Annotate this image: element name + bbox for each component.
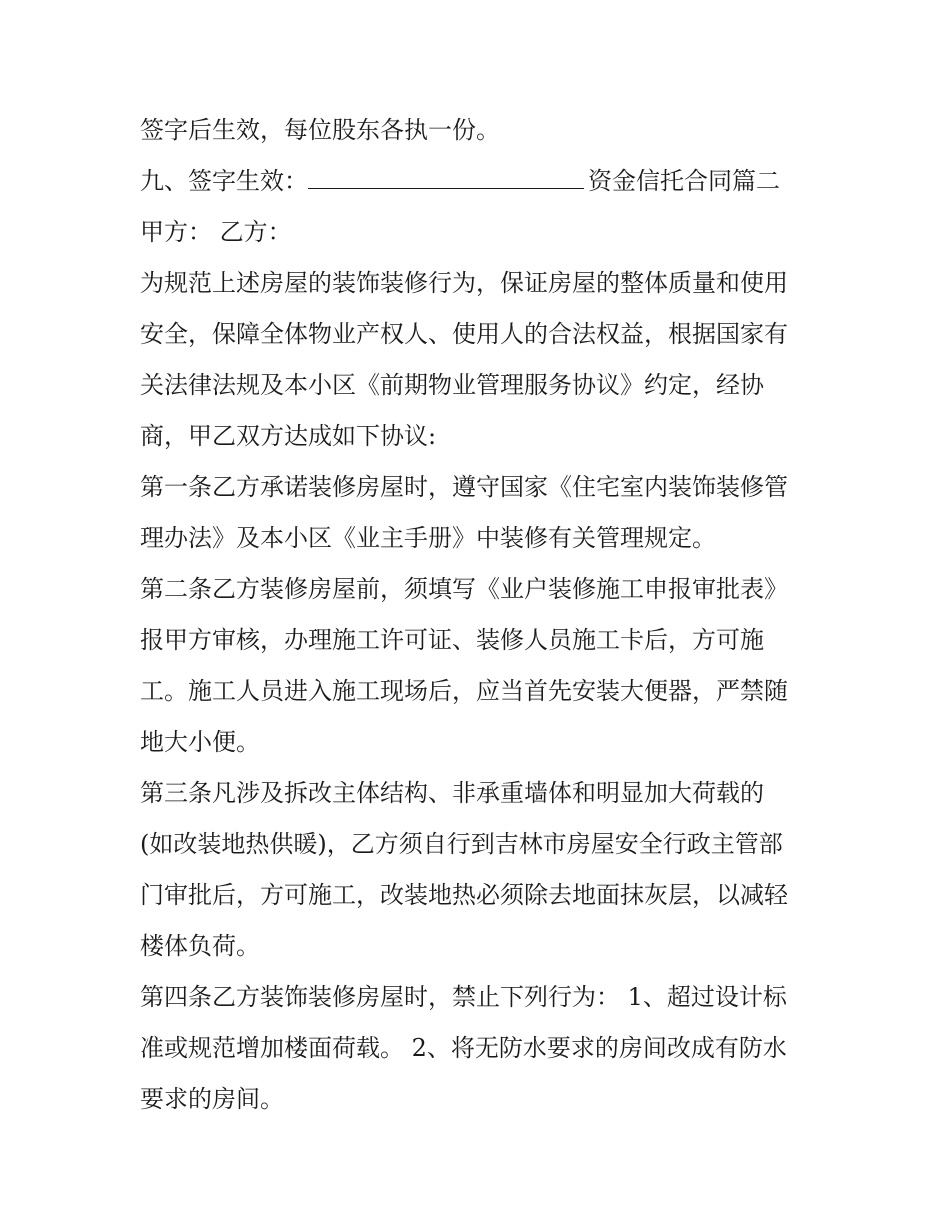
- text-line: [140, 822, 820, 873]
- text-line: [140, 771, 820, 822]
- section-heading: 资金信托合同篇二: [588, 167, 780, 195]
- text-span: 九、签字生效：: [140, 167, 308, 195]
- text-line: [140, 975, 820, 1026]
- text-span: 门审批后，方可施工，改装地热必须除去地面抹灰层，以减轻: [140, 881, 788, 909]
- text-span: 要求的房间。: [140, 1085, 284, 1113]
- text-line: [140, 465, 820, 516]
- text-span: 楼体负荷。: [140, 932, 260, 960]
- text-span: 第一条乙方承诺装修房屋时，遵守国家《住宅室内装饰装修管: [140, 473, 788, 501]
- text-line: [140, 261, 820, 312]
- text-span: 理办法》及本小区《业主手册》中装修有关管理规定。: [140, 524, 716, 552]
- text-span: 准或规范增加楼面荷载。 2、将无防水要求的房间改成有防水: [140, 1034, 787, 1062]
- text-span: 安全，保障全体物业产权人、使用人的合法权益，根据国家有: [140, 320, 788, 348]
- text-line: [140, 1077, 820, 1128]
- text-span: 甲方： 乙方：: [140, 218, 292, 246]
- text-line: [140, 1026, 820, 1077]
- text-line: [140, 567, 820, 618]
- text-line: [140, 669, 820, 720]
- text-line: [140, 618, 820, 669]
- text-line: [140, 873, 820, 924]
- text-span: 第三条凡涉及拆改主体结构、非承重墙体和明显加大荷载的: [140, 779, 764, 807]
- text-line: [140, 720, 820, 771]
- text-line-signature: [140, 159, 820, 210]
- text-line: [140, 312, 820, 363]
- text-line: [140, 516, 820, 567]
- text-span: 商，甲乙双方达成如下协议:: [140, 422, 437, 450]
- text-span: 签字后生效，每位股东各执一份。: [140, 116, 500, 144]
- text-span: (如改装地热供暖)，乙方须自行到吉林市房屋安全行政主管部: [140, 830, 783, 858]
- text-span: 第二条乙方装修房屋前，须填写《业户装修施工申报审批表》: [140, 575, 788, 603]
- text-line-parties: [140, 210, 820, 261]
- text-span: 工。施工人员进入施工现场后，应当首先安装大便器，严禁随: [140, 677, 788, 705]
- text-span: 关法律法规及本小区《前期物业管理服务协议》约定，经协: [140, 371, 764, 399]
- text-span: 地大小便。: [140, 728, 260, 756]
- text-line: [140, 414, 820, 465]
- text-line: [140, 363, 820, 414]
- text-span: 为规范上述房屋的装饰装修行为，保证房屋的整体质量和使用: [140, 269, 788, 297]
- document-body: [140, 108, 820, 1128]
- signature-blank: [308, 162, 584, 189]
- text-span: 第四条乙方装饰装修房屋时，禁止下列行为： 1、超过设计标: [140, 983, 787, 1011]
- text-span: 报甲方审核，办理施工许可证、装修人员施工卡后，方可施: [140, 626, 764, 654]
- text-line: [140, 108, 820, 159]
- text-line: [140, 924, 820, 975]
